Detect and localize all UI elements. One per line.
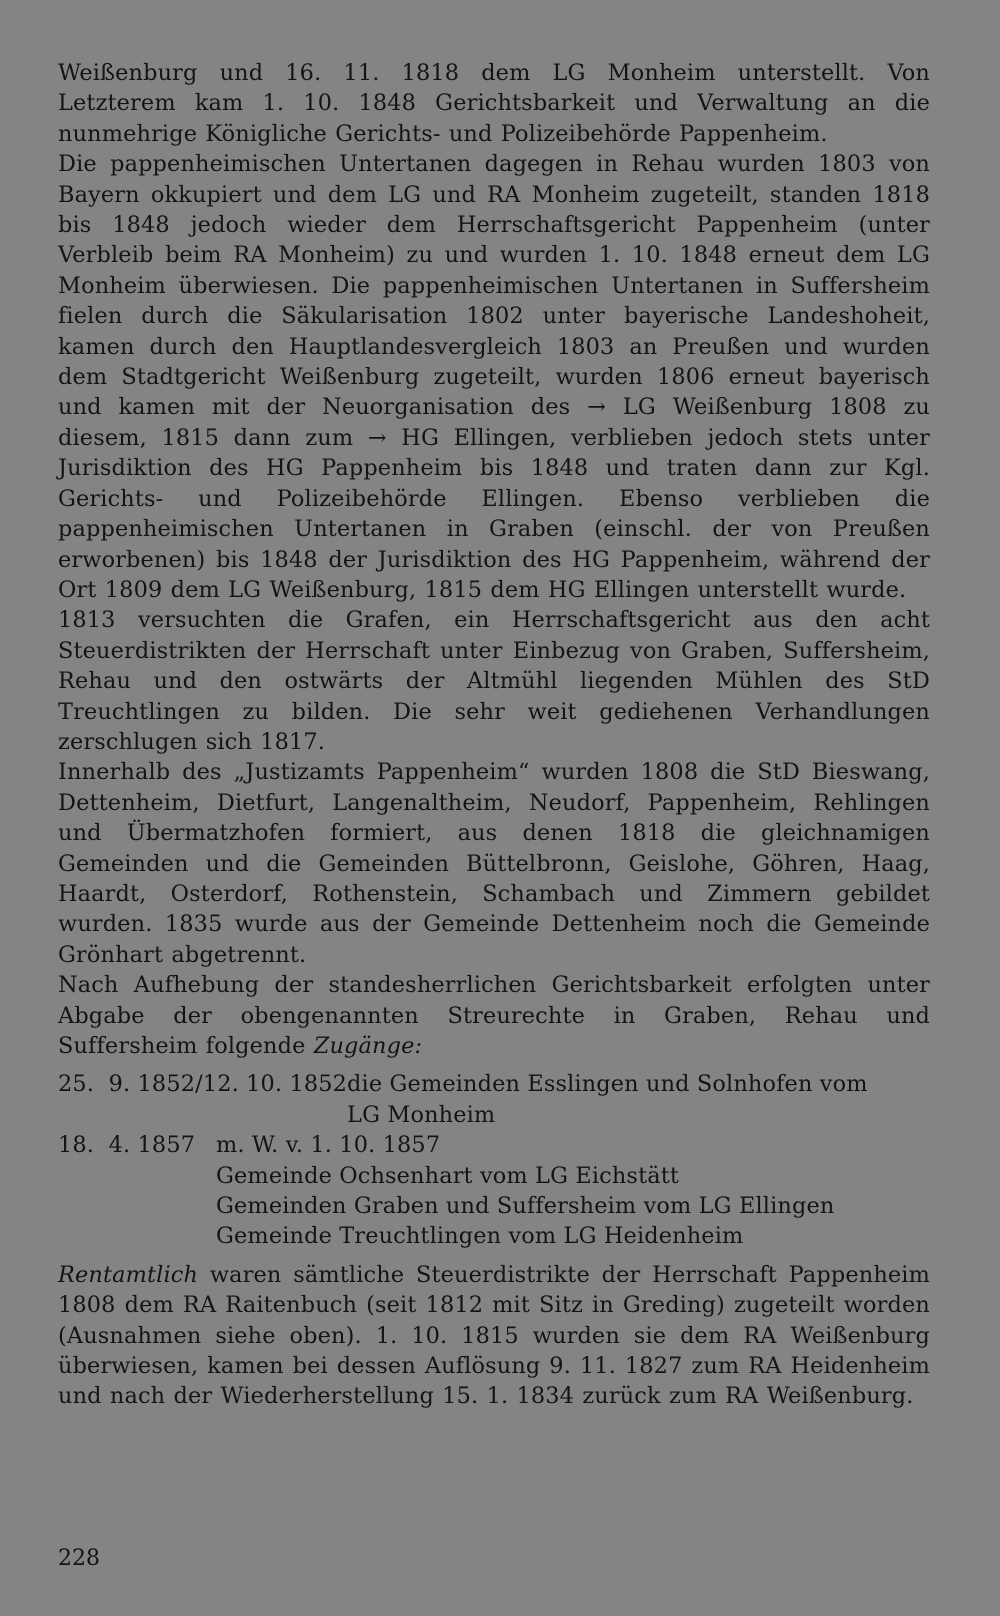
entry-line: die Gemeinden Esslingen und Solnhofen vom bbox=[347, 1071, 868, 1098]
entry-line: LG Monheim bbox=[347, 1101, 496, 1128]
entry-date: 25. 9. 1852/12. 10. 1852 bbox=[58, 1071, 348, 1098]
paragraph-2: Die pappenheimischen Untertanen dagegen in Rehau wurden 1803 von Bayern okkupiert und dem LG und RA Monheim zugeteilt, standen 1818 bis 1848 jedoch wieder dem Herrschaftsgericht Pappenheim (unter Verbleib beim RA Monheim) zu und wurden 1. 10. 1848 erneut dem LG Monheim überwiesen. Die pappenheimischen Untertanen in Suffersheim fielen durch die Säkularisation 1802 unter bayerische Landeshoheit, kamen durch den Hauptlandesvergleich 1803 an Preußen und wurden dem Stadtgericht Weißenburg zugeteilt, wurden 1806 erneut bayerisch und kamen mit der Neuorganisation des → LG Weißenburg 1808 zu diesem, 1815 dann zum → HG Ellingen, verblieben jedoch stets unter Jurisdiktion des HG Pappenheim bis 1848 und traten dann zur Kgl. Gerichts- und Polizeibehörde Ellingen. Ebenso verblieben die pappenheimischen Untertanen in Graben (einschl. der von Preußen erworbenen) bis 1848 der Jurisdiktion des HG Pappenheim, während der Ort 1809 dem LG Weißenburg, 1815 dem HG Ellingen unterstellt wurde. bbox=[58, 151, 930, 603]
entry-line: Gemeinden Graben und Suffersheim vom LG Ellingen bbox=[216, 1193, 835, 1220]
entry-body bbox=[347, 1069, 930, 1130]
paragraph-4: Innerhalb des „Justizamts Pappenheim“ wurden 1808 die StD Bieswang, Dettenheim, Dietfurt, Langenaltheim, Neudorf, Pappenheim, Rehlingen und Übermatzhofen formiert, aus denen 1818 die gleichnamigen Gemeinden und die Gemeinden Büttelbronn, Geislohe, Göhren, Haag, Haardt, Osterdorf, Rothenstein, Schambach und Zimmern gebildet wurden. 1835 wurde aus der Gemeinde Dettenheim noch die Gemeinde Grönhart abgetrennt. bbox=[58, 759, 930, 968]
entry-body bbox=[216, 1130, 930, 1252]
rent-text: waren sämtliche Steuerdistrikte der Herrschaft Pappenheim 1808 dem RA Raitenbuch (seit 1812 mit Sitz in Greding) zugeteilt worden (Ausnahmen siehe oben). 1. 10. 1815 wurden sie dem RA Weißenburg überwiesen, kamen bei dessen Auflösung 9. 11. 1827 zum RA Heidenheim und nach der Wiederherstellung 15. 1. 1834 zurück zum RA Weißenburg. bbox=[58, 1261, 930, 1410]
entry-line: Gemeinde Ochsenhart vom LG Eichstätt bbox=[216, 1162, 680, 1189]
zugaenge-list bbox=[58, 1069, 930, 1251]
zugaenge-text: Nach Aufhebung der standesherrlichen Gerichtsbarkeit erfolgten unter Abgabe der obengenannten Streurechte in Graben, Rehau und Suffersheim folgende bbox=[58, 972, 930, 1059]
zugaenge-emphasis: Zugänge: bbox=[313, 1033, 423, 1059]
list-item bbox=[58, 1130, 930, 1252]
paragraph-3: 1813 versuchten die Grafen, ein Herrschaftsgericht aus den acht Steuerdistrikten der Herrschaft unter Einbezug von Graben, Suffersheim, Rehau und den ostwärts der Altmühl liegenden Mühlen des StD Treuchtlingen zu bilden. Die sehr weit gediehenen Verhandlungen zerschlugen sich 1817. bbox=[58, 607, 930, 755]
paragraph-zugaenge bbox=[58, 970, 930, 1061]
entry-line: m. W. v. 1. 10. 1857 bbox=[216, 1132, 441, 1159]
page-number: 228 bbox=[58, 1546, 100, 1571]
list-item bbox=[58, 1069, 930, 1130]
entry-line: Gemeinde Treuchtlingen vom LG Heidenheim bbox=[216, 1223, 744, 1250]
entry-date: 18. 4. 1857 bbox=[58, 1132, 196, 1159]
paragraph-rentamtlich bbox=[58, 1260, 930, 1412]
rent-emphasis: Rentamtlich bbox=[58, 1261, 199, 1288]
paragraph-1: Weißenburg und 16. 11. 1818 dem LG Monheim unterstellt. Von Letzterem kam 1. 10. 1848 Gerichtsbarkeit und Verwaltung an die nunmehrige Königliche Gerichts- und Polizeibehörde Pappenheim. bbox=[58, 60, 930, 147]
page-body bbox=[58, 58, 930, 1412]
